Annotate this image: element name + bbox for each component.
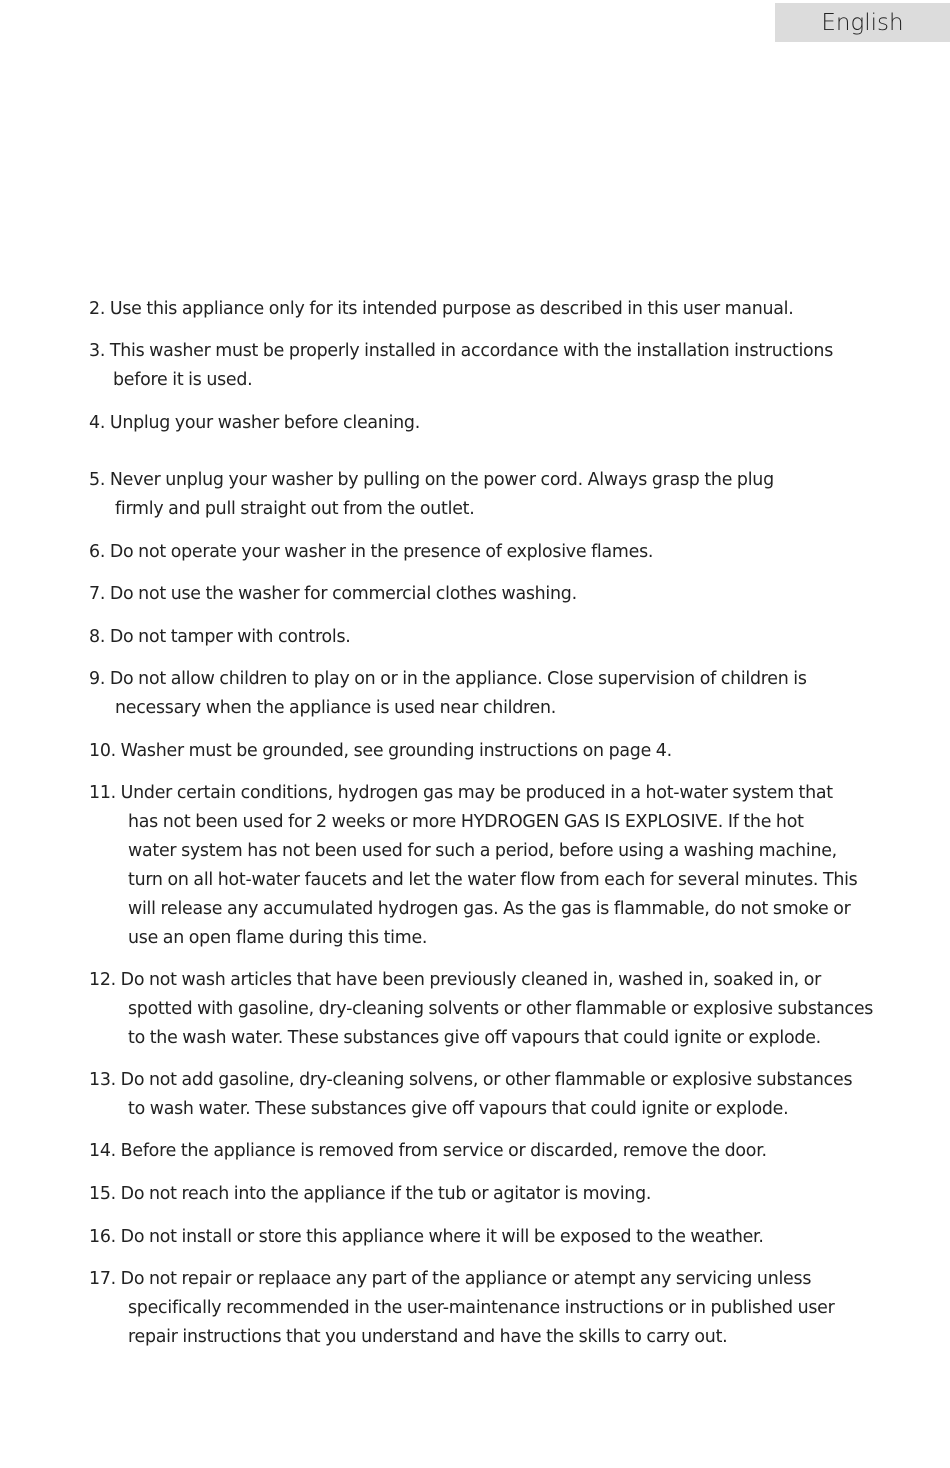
item-text: 5. Never unplug your washer by pulling on the power cord. Always grasp the plug xyxy=(89,470,774,490)
list-item xyxy=(89,580,879,609)
list-item xyxy=(89,966,879,1053)
item-text-continuation: before it is used. xyxy=(113,370,253,390)
item-text-continuation: spotted with gasoline, dry-cleaning solvents or other flammable or explosive substances xyxy=(128,999,874,1019)
item-text: 9. Do not allow children to play on or in the appliance. Close supervision of children is xyxy=(89,669,807,689)
item-text: 15. Do not reach into the appliance if the tub or agitator is moving. xyxy=(89,1184,652,1204)
list-item xyxy=(89,538,879,567)
item-text-continuation: will release any accumulated hydrogen gas. As the gas is flammable, do not smoke or xyxy=(128,899,851,919)
list-item xyxy=(89,623,879,652)
item-text-continuation: firmly and pull straight out from the outlet. xyxy=(115,499,475,519)
item-text: 8. Do not tamper with controls. xyxy=(89,627,351,647)
list-item xyxy=(89,466,879,524)
item-text: 3. This washer must be properly installed in accordance with the installation instructions xyxy=(89,341,833,361)
language-tab xyxy=(775,3,950,42)
item-text: 7. Do not use the washer for commercial clothes washing. xyxy=(89,584,577,604)
item-text: 13. Do not add gasoline, dry-cleaning solvens, or other flammable or explosive substances xyxy=(89,1070,853,1090)
list-item xyxy=(89,779,879,953)
item-text-continuation: specifically recommended in the user-maintenance instructions or in published user xyxy=(128,1298,835,1318)
item-text-continuation: to the wash water. These substances give off vapours that could ignite or explode. xyxy=(128,1028,821,1048)
item-text-continuation: turn on all hot-water faucets and let the water flow from each for several minutes. This xyxy=(128,870,858,890)
item-text-continuation: use an open flame during this time. xyxy=(128,928,428,948)
item-text: 14. Before the appliance is removed from service or discarded, remove the door. xyxy=(89,1141,767,1161)
item-text-continuation: necessary when the appliance is used near children. xyxy=(115,698,557,718)
list-item xyxy=(89,665,879,723)
item-text: 2. Use this appliance only for its intended purpose as described in this user manual. xyxy=(89,299,794,319)
language-label: English xyxy=(821,9,904,36)
list-item xyxy=(89,1265,879,1352)
item-text: 12. Do not wash articles that have been previously cleaned in, washed in, soaked in, or xyxy=(89,970,822,990)
list-item xyxy=(89,295,879,324)
list-item xyxy=(89,1180,879,1209)
item-text: 6. Do not operate your washer in the presence of explosive flames. xyxy=(89,542,654,562)
list-item xyxy=(89,337,879,395)
list-item xyxy=(89,1066,879,1124)
list-item xyxy=(89,409,879,438)
list-item xyxy=(89,1223,879,1252)
item-text: 17. Do not repair or replaace any part of the appliance or atempt any servicing unless xyxy=(89,1269,812,1289)
item-text: 4. Unplug your washer before cleaning. xyxy=(89,413,420,433)
list-item xyxy=(89,737,879,766)
item-text-continuation: to wash water. These substances give off vapours that could ignite or explode. xyxy=(128,1099,789,1119)
item-text: 11. Under certain conditions, hydrogen gas may be produced in a hot-water system that xyxy=(89,783,833,803)
item-text: 16. Do not install or store this appliance where it will be exposed to the weather. xyxy=(89,1227,764,1247)
item-text-continuation: repair instructions that you understand and have the skills to carry out. xyxy=(128,1327,728,1347)
item-text-continuation: has not been used for 2 weeks or more HYDROGEN GAS IS EXPLOSIVE. If the hot xyxy=(128,812,804,832)
item-text-continuation: water system has not been used for such a period, before using a washing machine, xyxy=(128,841,837,861)
list-item xyxy=(89,1137,879,1166)
item-text: 10. Washer must be grounded, see grounding instructions on page 4. xyxy=(89,741,672,761)
